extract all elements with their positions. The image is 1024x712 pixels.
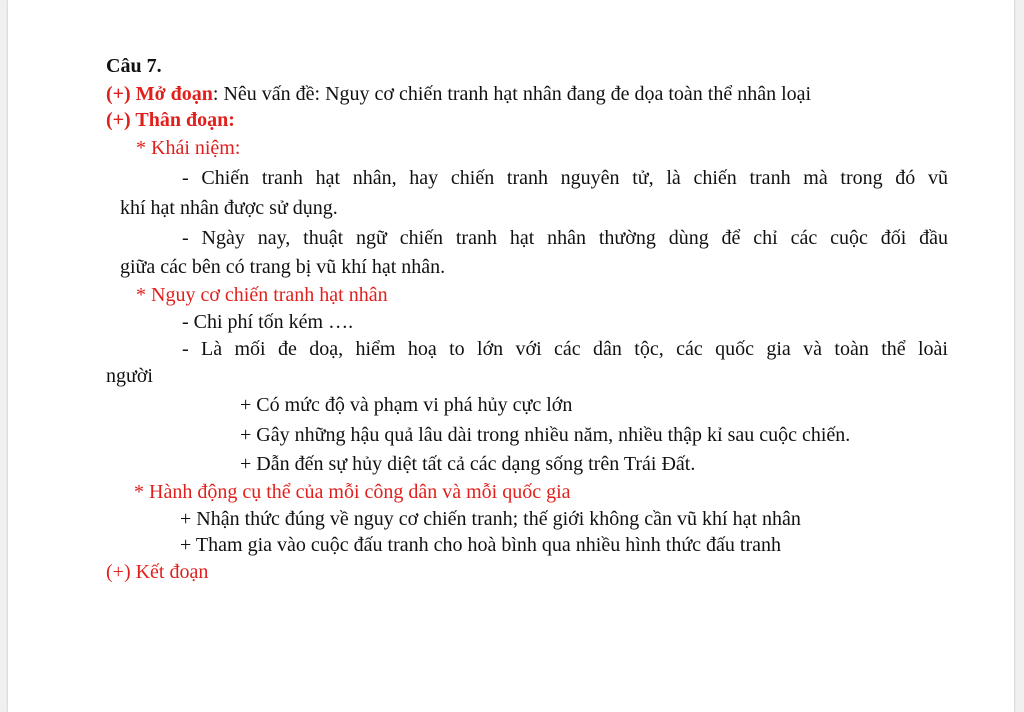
action-item-1: + Nhận thức đúng về nguy cơ chiến tranh; thế giới không cần vũ khí hạt nhân [180, 508, 801, 530]
risk-threat-line-1: - Là mối đe doạ, hiểm hoạ to lớn với các dân tộc, các quốc gia và toàn thể loài [182, 338, 948, 360]
risk-threat-line-2: người [106, 365, 153, 387]
intro-line [106, 80, 811, 108]
intro-text: : Nêu vấn đề: Nguy cơ chiến tranh hạt nhân đang đe dọa toàn thể nhân loại [212, 83, 812, 105]
concept-heading: * Khái niệm: [136, 137, 241, 159]
risk-cost: - Chi phí tốn kém …. [182, 311, 354, 333]
concept-item-2-line-1: - Ngày nay, thuật ngữ chiến tranh hạt nhân thường dùng để chỉ các cuộc đối đầu [182, 227, 948, 249]
risk-sub-1: + Có mức độ và phạm vi phá hủy cực lớn [240, 394, 573, 416]
document-body [8, 0, 1014, 712]
question-title: Câu 7. [106, 55, 162, 77]
action-item-2: + Tham gia vào cuộc đấu tranh cho hoà bình qua nhiều hình thức đấu tranh [180, 534, 782, 556]
risk-heading: * Nguy cơ chiến tranh hạt nhân [136, 284, 388, 306]
intro-marker: (+) Mở đoạn [106, 83, 213, 105]
document-page [8, 0, 1014, 712]
concept-item-1-line-2: khí hạt nhân được sử dụng. [120, 197, 338, 219]
risk-sub-3: + Dẫn đến sự hủy diệt tất cả các dạng sống trên Trái Đất. [240, 453, 696, 475]
conclusion-heading: (+) Kết đoạn [106, 561, 209, 583]
risk-sub-2: + Gây những hậu quả lâu dài trong nhiều năm, nhiều thập kỉ sau cuộc chiến. [240, 424, 851, 446]
concept-item-1-line-1: - Chiến tranh hạt nhân, hay chiến tranh nguyên tử, là chiến tranh mà trong đó vũ [182, 167, 948, 189]
body-heading: (+) Thân đoạn: [106, 109, 235, 131]
concept-item-2-line-2: giữa các bên có trang bị vũ khí hạt nhân. [120, 256, 446, 278]
action-heading: * Hành động cụ thể của mỗi công dân và mỗi quốc gia [134, 481, 571, 503]
